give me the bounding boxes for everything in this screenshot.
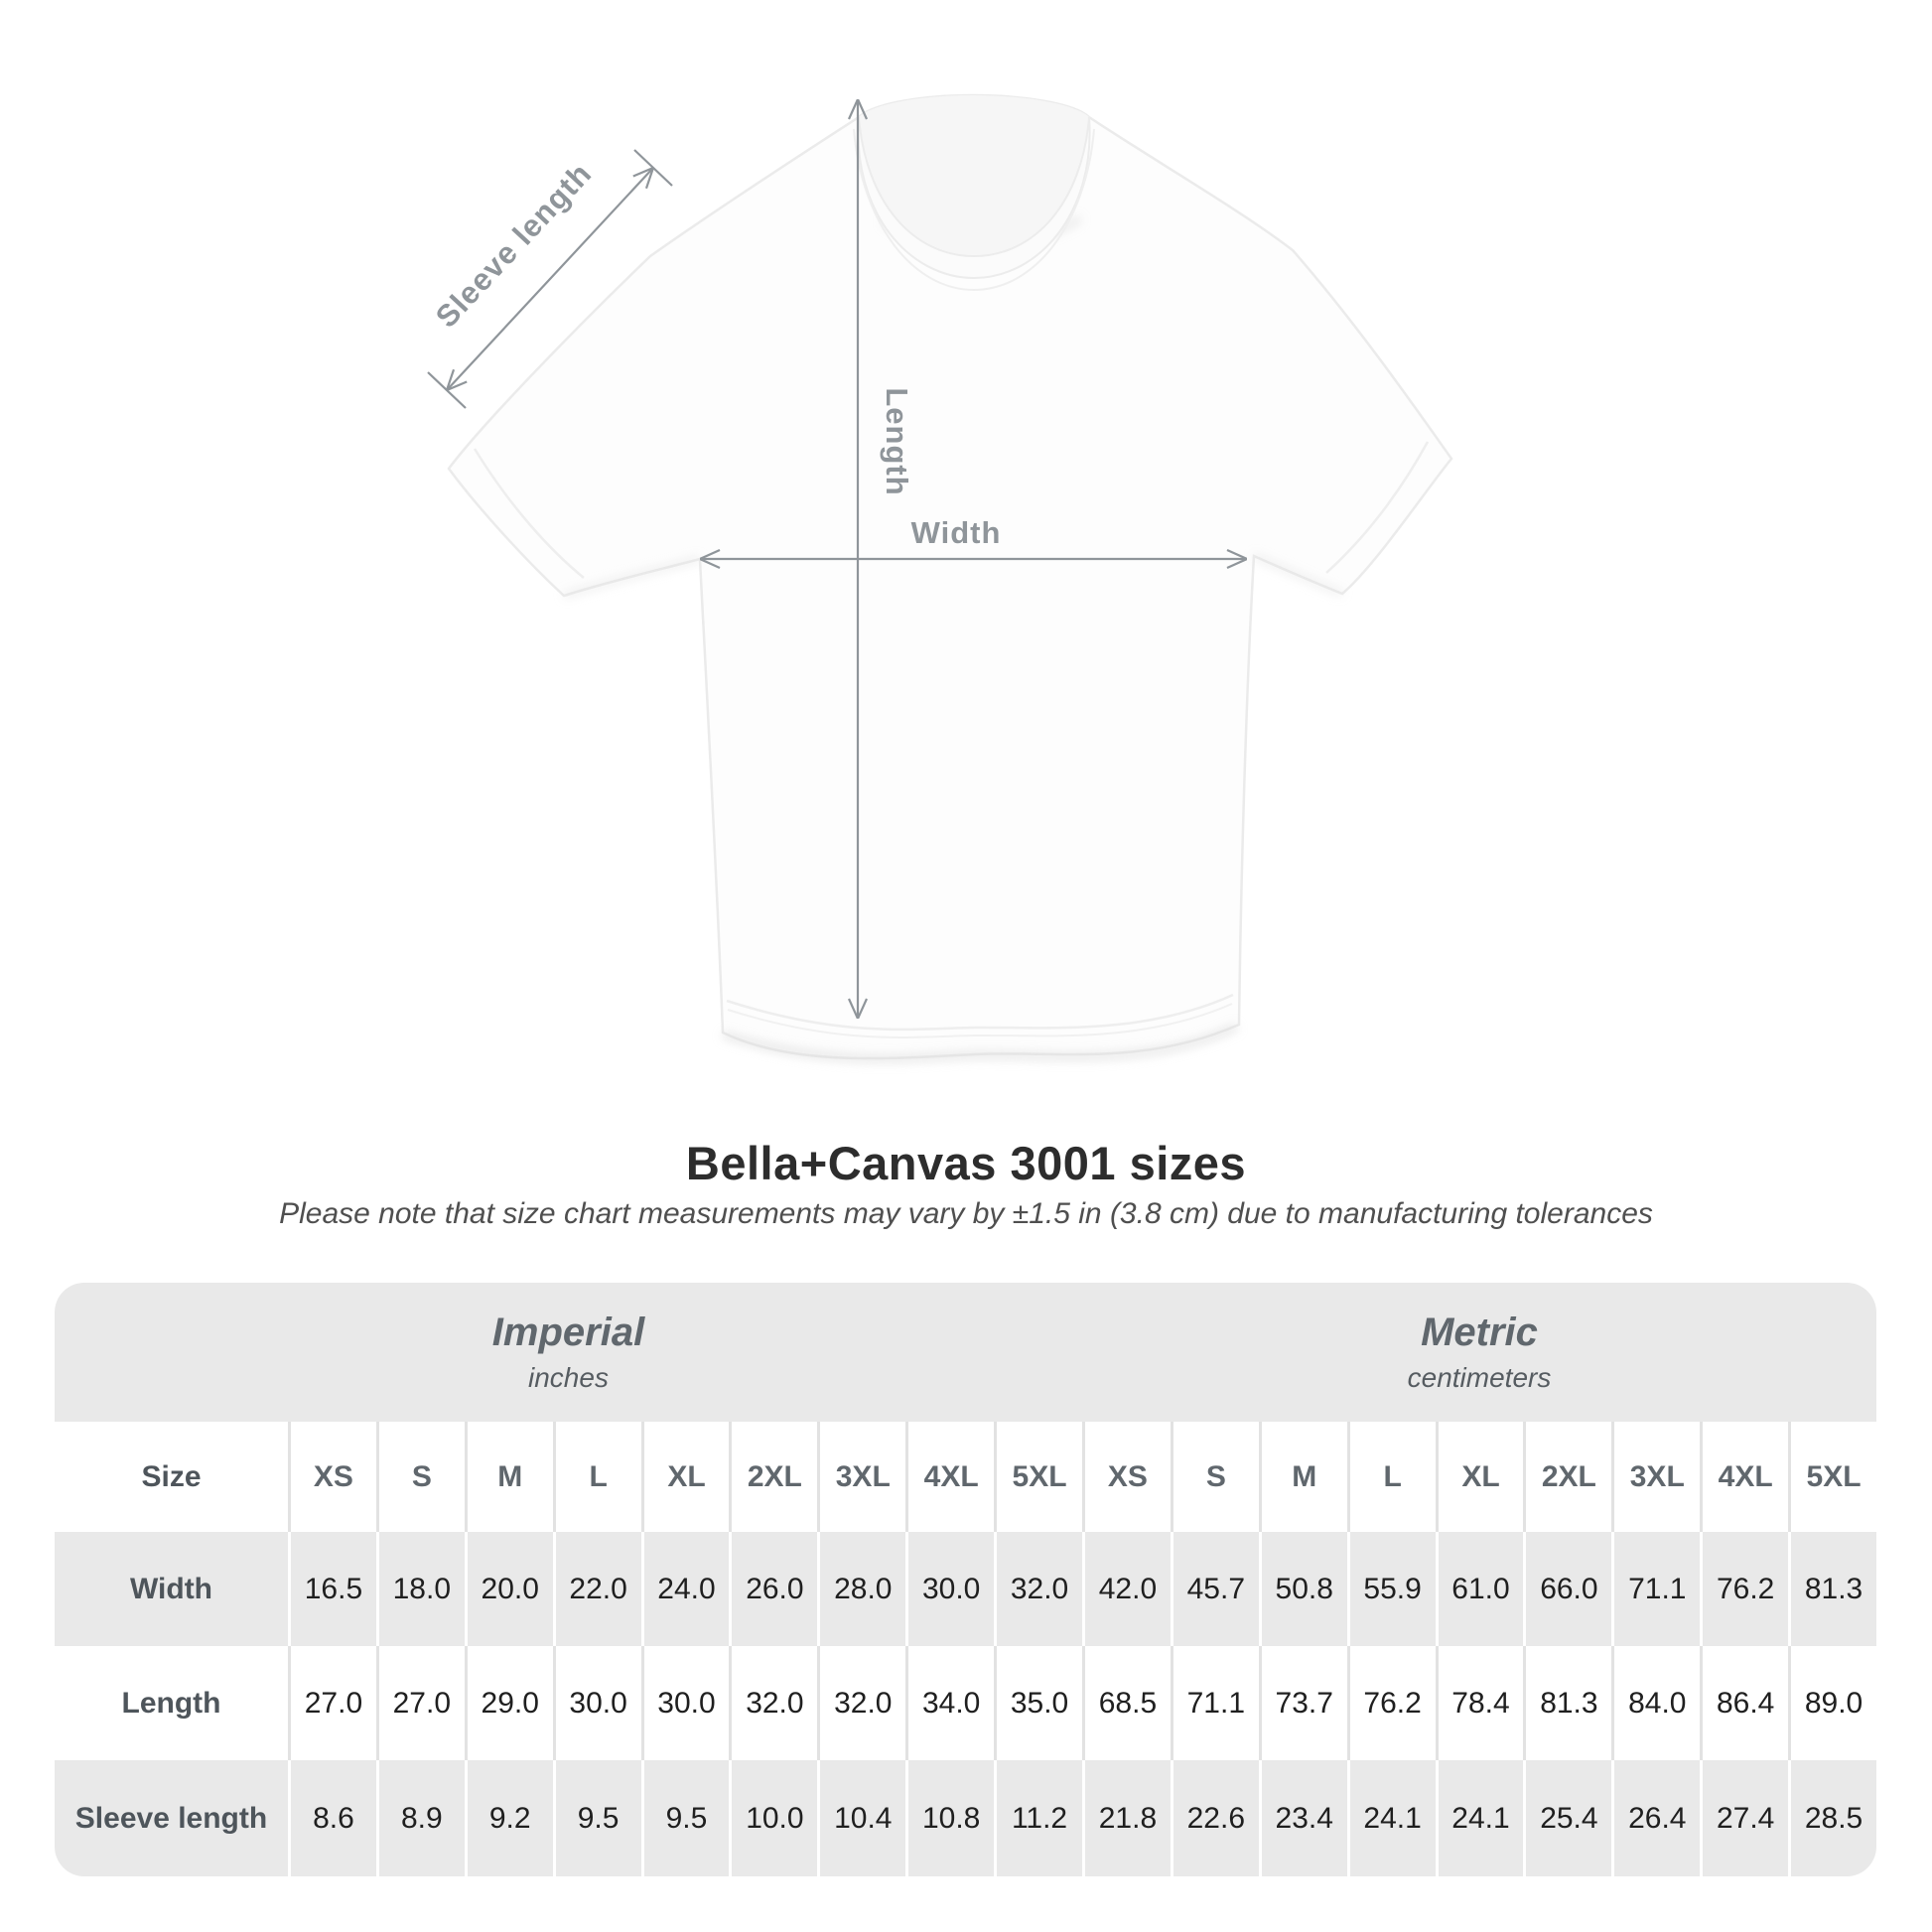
width-imperial-4xl: 30.0 xyxy=(905,1532,994,1646)
col-header-imperial-xs: XS xyxy=(288,1422,376,1532)
sleeve-imperial-m: 9.2 xyxy=(465,1760,553,1876)
row-label-width: Width xyxy=(55,1532,288,1646)
col-header-metric-l: L xyxy=(1347,1422,1436,1532)
sleeve-metric-2xl: 25.4 xyxy=(1523,1760,1611,1876)
row-label-sleeve-length: Sleeve length xyxy=(55,1760,288,1876)
width-metric-s: 45.7 xyxy=(1171,1532,1259,1646)
sleeve-imperial-xl: 9.5 xyxy=(641,1760,730,1876)
col-header-metric-2xl: 2XL xyxy=(1523,1422,1611,1532)
width-metric-4xl: 76.2 xyxy=(1700,1532,1788,1646)
col-header-imperial-m: M xyxy=(465,1422,553,1532)
width-metric-2xl: 66.0 xyxy=(1523,1532,1611,1646)
col-header-metric-m: M xyxy=(1259,1422,1347,1532)
length-imperial-s: 27.0 xyxy=(376,1646,465,1760)
length-label: Length xyxy=(880,387,914,496)
col-header-metric-4xl: 4XL xyxy=(1700,1422,1788,1532)
length-imperial-2xl: 32.0 xyxy=(729,1646,817,1760)
col-header-imperial-2xl: 2XL xyxy=(729,1422,817,1532)
width-metric-3xl: 71.1 xyxy=(1611,1532,1700,1646)
sleeve-imperial-s: 8.9 xyxy=(376,1760,465,1876)
length-metric-l: 76.2 xyxy=(1347,1646,1436,1760)
length-metric-m: 73.7 xyxy=(1259,1646,1347,1760)
length-imperial-xl: 30.0 xyxy=(641,1646,730,1760)
length-metric-xl: 78.4 xyxy=(1436,1646,1524,1760)
col-header-imperial-s: S xyxy=(376,1422,465,1532)
sleeve-imperial-5xl: 11.2 xyxy=(994,1760,1082,1876)
metric-unit-label: centimeters xyxy=(1407,1362,1552,1393)
imperial-header-label: Imperial xyxy=(491,1311,645,1354)
col-header-metric-3xl: 3XL xyxy=(1611,1422,1700,1532)
col-header-imperial-xl: XL xyxy=(641,1422,730,1532)
page-title: Bella+Canvas 3001 sizes xyxy=(685,1137,1247,1189)
sleeve-metric-m: 23.4 xyxy=(1259,1760,1347,1876)
metric-section-header xyxy=(1082,1283,1876,1422)
row-label-length: Length xyxy=(55,1646,288,1760)
width-metric-xs: 42.0 xyxy=(1082,1532,1171,1646)
sleeve-metric-s: 22.6 xyxy=(1171,1760,1259,1876)
col-header-imperial-4xl: 4XL xyxy=(905,1422,994,1532)
sleeve-metric-4xl: 27.4 xyxy=(1700,1760,1788,1876)
width-imperial-3xl: 28.0 xyxy=(817,1532,905,1646)
col-header-imperial-l: L xyxy=(553,1422,641,1532)
sleeve-imperial-xs: 8.6 xyxy=(288,1760,376,1876)
width-imperial-xl: 24.0 xyxy=(641,1532,730,1646)
col-header-metric-xs: XS xyxy=(1082,1422,1171,1532)
imperial-unit-label: inches xyxy=(528,1362,609,1393)
length-imperial-xs: 27.0 xyxy=(288,1646,376,1760)
width-metric-5xl: 81.3 xyxy=(1788,1532,1876,1646)
width-imperial-s: 18.0 xyxy=(376,1532,465,1646)
sleeve-imperial-3xl: 10.4 xyxy=(817,1760,905,1876)
width-metric-l: 55.9 xyxy=(1347,1532,1436,1646)
width-imperial-l: 22.0 xyxy=(553,1532,641,1646)
length-imperial-3xl: 32.0 xyxy=(817,1646,905,1760)
width-metric-xl: 61.0 xyxy=(1436,1532,1524,1646)
size-chart-table xyxy=(55,1283,1876,1876)
width-imperial-m: 20.0 xyxy=(465,1532,553,1646)
sleeve-metric-l: 24.1 xyxy=(1347,1760,1436,1876)
col-header-metric-5xl: 5XL xyxy=(1788,1422,1876,1532)
col-header-imperial-5xl: 5XL xyxy=(994,1422,1082,1532)
sleeve-metric-3xl: 26.4 xyxy=(1611,1760,1700,1876)
width-metric-m: 50.8 xyxy=(1259,1532,1347,1646)
width-imperial-xs: 16.5 xyxy=(288,1532,376,1646)
imperial-section-header xyxy=(55,1283,1082,1422)
sleeve-length-label: Sleeve length xyxy=(428,156,599,335)
length-imperial-l: 30.0 xyxy=(553,1646,641,1760)
col-header-metric-xl: XL xyxy=(1436,1422,1524,1532)
length-metric-xs: 68.5 xyxy=(1082,1646,1171,1760)
sleeve-imperial-2xl: 10.0 xyxy=(729,1760,817,1876)
tolerance-note: Please note that size chart measurements may vary by ±1.5 in (3.8 cm) due to manufacturing tolerances xyxy=(279,1197,1653,1230)
length-imperial-4xl: 34.0 xyxy=(905,1646,994,1760)
tshirt-illustration xyxy=(449,95,1451,1059)
length-metric-2xl: 81.3 xyxy=(1523,1646,1611,1760)
width-imperial-5xl: 32.0 xyxy=(994,1532,1082,1646)
sleeve-metric-xl: 24.1 xyxy=(1436,1760,1524,1876)
width-imperial-2xl: 26.0 xyxy=(729,1532,817,1646)
length-imperial-5xl: 35.0 xyxy=(994,1646,1082,1760)
length-metric-4xl: 86.4 xyxy=(1700,1646,1788,1760)
length-metric-5xl: 89.0 xyxy=(1788,1646,1876,1760)
length-metric-s: 71.1 xyxy=(1171,1646,1259,1760)
length-imperial-m: 29.0 xyxy=(465,1646,553,1760)
length-metric-3xl: 84.0 xyxy=(1611,1646,1700,1760)
sleeve-metric-xs: 21.8 xyxy=(1082,1760,1171,1876)
col-header-imperial-3xl: 3XL xyxy=(817,1422,905,1532)
width-label: Width xyxy=(910,515,1002,550)
sleeve-imperial-l: 9.5 xyxy=(553,1760,641,1876)
sleeve-metric-5xl: 28.5 xyxy=(1788,1760,1876,1876)
sleeve-imperial-4xl: 10.8 xyxy=(905,1760,994,1876)
metric-header-label: Metric xyxy=(1421,1311,1538,1354)
col-header-metric-s: S xyxy=(1171,1422,1259,1532)
corner-header: Size xyxy=(55,1422,288,1532)
